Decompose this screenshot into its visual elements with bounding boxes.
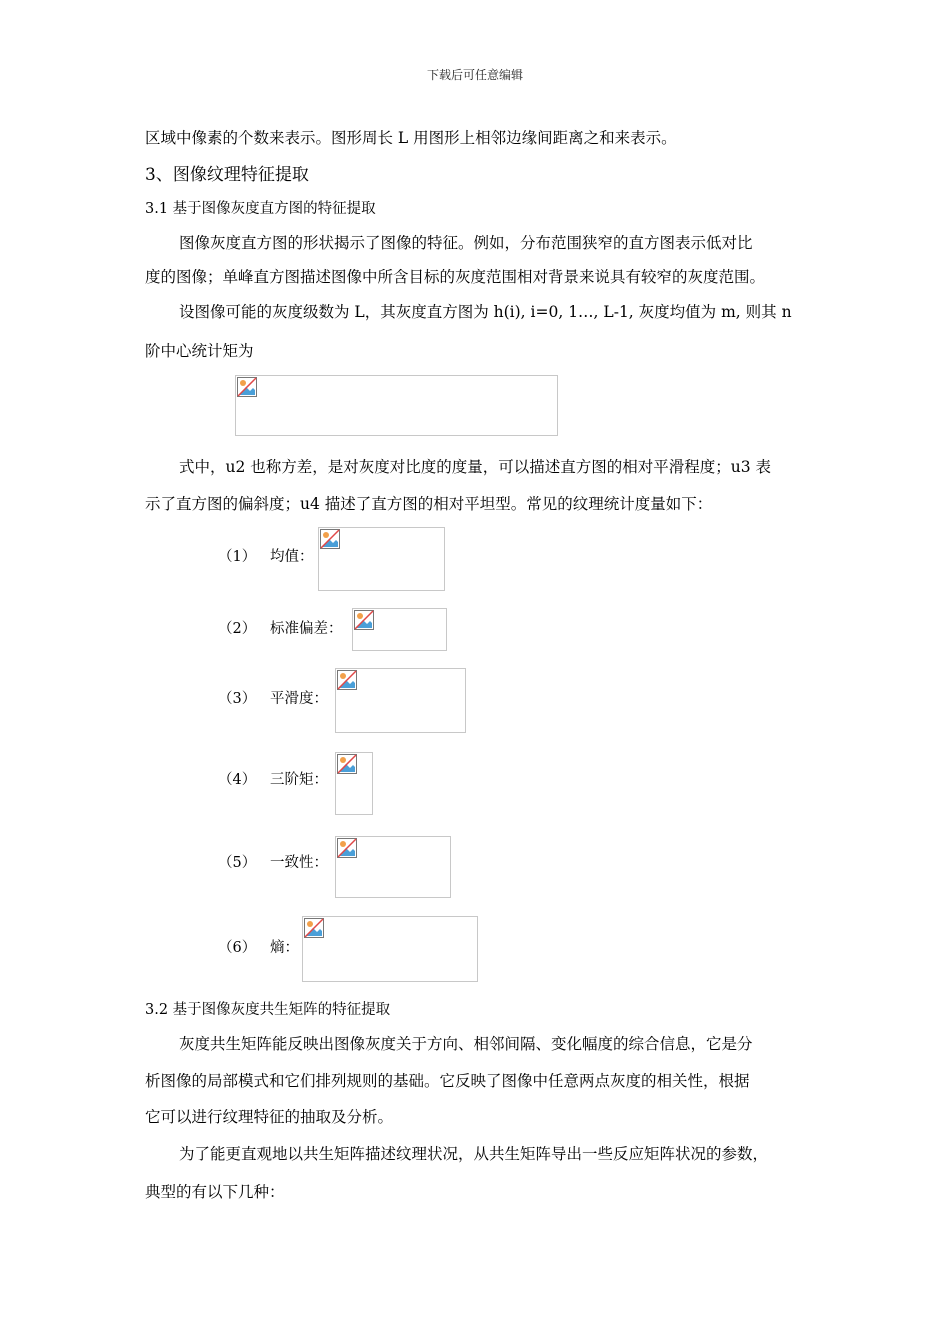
broken-image-icon	[304, 918, 324, 938]
broken-image-icon	[354, 610, 374, 630]
measure-number: （3）	[218, 691, 257, 707]
paragraph-line: 设图像可能的灰度级数为 L，其灰度直方图为 h(i), i=0, 1…, L-1, 灰度均值为 m, 则其 n	[179, 303, 792, 321]
section-3-1-title: 3.1 基于图像灰度直方图的特征提取	[145, 201, 376, 217]
paragraph-line: 典型的有以下几种：	[145, 1183, 285, 1201]
paragraph-line: 度的图像；单峰直方图描述图像中所含目标的灰度范围相对背景来说具有较窄的灰度范围。	[145, 268, 766, 286]
measure-number: （4）	[218, 772, 257, 788]
section-3-2-title: 3.2 基于图像灰度共生矩阵的特征提取	[145, 1002, 391, 1018]
formula-image-placeholder	[335, 668, 466, 733]
measure-name: 熵：	[270, 940, 299, 956]
measure-number: （6）	[218, 940, 257, 956]
formula-image-placeholder	[318, 527, 445, 591]
paragraph-line: 灰度共生矩阵能反映出图像灰度关于方向、相邻间隔、变化幅度的综合信息，它是分	[179, 1035, 753, 1053]
paragraph-line: 示了直方图的偏斜度；u4 描述了直方图的相对平坦型。常见的纹理统计度量如下：	[145, 495, 713, 513]
paragraph-line: 区域中像素的个数来表示。图形周长 L 用图形上相邻边缘间距离之和来表示。	[145, 129, 677, 147]
paragraph-line: 析图像的局部模式和它们排列规则的基础。它反映了图像中任意两点灰度的相关性，根据	[145, 1072, 750, 1090]
measure-name: 均值：	[270, 549, 314, 565]
measure-name: 平滑度：	[270, 691, 328, 707]
broken-image-icon	[320, 529, 340, 549]
paragraph-line: 图像灰度直方图的形状揭示了图像的特征。例如，分布范围狭窄的直方图表示低对比	[179, 234, 753, 252]
measure-number: （1）	[218, 549, 257, 565]
paragraph-line: 为了能更直观地以共生矩阵描述纹理状况，从共生矩阵导出一些反应矩阵状况的参数，	[179, 1145, 769, 1163]
formula-image-placeholder	[335, 752, 373, 815]
paragraph-line: 阶中心统计矩为	[145, 342, 254, 360]
measure-name: 一致性：	[270, 855, 328, 871]
paragraph-line: 它可以进行纹理特征的抽取及分析。	[145, 1108, 394, 1126]
section-3-title: 3、图像纹理特征提取	[145, 165, 309, 185]
measure-name: 三阶矩：	[270, 772, 328, 788]
formula-image-placeholder	[302, 916, 478, 982]
broken-image-icon	[237, 377, 257, 397]
paragraph-line: 式中，u2 也称方差，是对灰度对比度的度量，可以描述直方图的相对平滑程度；u3 表	[179, 458, 772, 476]
formula-image-placeholder	[235, 375, 558, 436]
formula-image-placeholder	[352, 608, 447, 651]
broken-image-icon	[337, 754, 357, 774]
page-header: 下载后可任意编辑	[426, 68, 523, 82]
measure-number: （5）	[218, 855, 257, 871]
formula-image-placeholder	[335, 836, 451, 898]
broken-image-icon	[337, 670, 357, 690]
measure-name: 标准偏差：	[270, 621, 343, 637]
broken-image-icon	[337, 838, 357, 858]
measure-number: （2）	[218, 621, 257, 637]
